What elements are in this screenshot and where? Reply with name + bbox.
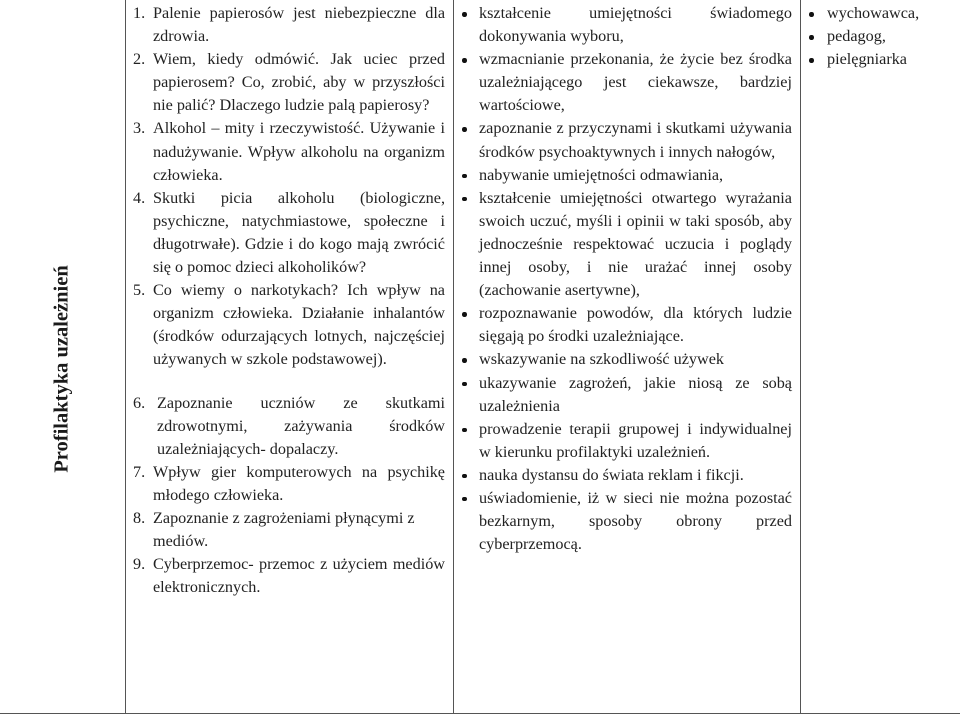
topic-text: Palenie papierosów jest niebezpieczne dla zdrowia. — [153, 2, 445, 48]
responsible-item: pielęgniarka — [806, 48, 956, 71]
topic-text: Zapoznanie z zagrożeniami płynącymi z mediów. — [153, 507, 445, 553]
topic-text: Wiem, kiedy odmówić. Jak uciec przed papierosem? Co, zrobić, aby w przyszłości nie palić? Dlaczego ludzie palą papierosy? — [153, 48, 445, 117]
topic-text: Skutki picia alkoholu (biologiczne, psychiczne, natychmiastowe, społeczne i długotrwałe). Gdzie i do kogo mają zwrócić się o pomoc dzieci alkoholików? — [153, 187, 445, 279]
topic-item — [133, 2, 445, 48]
topic-item — [133, 187, 445, 279]
responsible-item: pedagog, — [806, 25, 956, 48]
topic-number: 9. — [133, 553, 153, 599]
topic-number: 5. — [133, 279, 153, 371]
topic-number: 6. — [133, 392, 157, 461]
topic-item — [133, 461, 445, 507]
topic-number: 2. — [133, 48, 153, 117]
goal-item: uświadomienie, iż w sieci nie można pozostać bezkarnym, sposoby obrony przed cyberprzemocą. — [459, 487, 792, 556]
topic-item — [133, 392, 445, 461]
goal-item: kształcenie umiejętności świadomego dokonywania wyboru, — [459, 2, 792, 48]
goal-item: nauka dystansu do świata reklam i fikcji. — [459, 464, 792, 487]
topic-item — [133, 279, 445, 371]
topic-number: 1. — [133, 2, 153, 48]
responsible-list — [801, 0, 960, 71]
section-cell — [0, 0, 126, 714]
topic-item — [133, 117, 445, 186]
goal-item: zapoznanie z przyczynami i skutkami używania środków psychoaktywnych i innych nałogów, — [459, 117, 792, 163]
responsible-item: wychowawca, — [806, 2, 956, 25]
goals-cell — [454, 0, 801, 714]
topic-number: 3. — [133, 117, 153, 186]
topic-text: Zapoznanie uczniów ze skutkami zdrowotnymi, zażywania środków uzależniających- dopalaczy. — [157, 392, 445, 461]
topic-item — [133, 507, 445, 553]
goal-item: prowadzenie terapii grupowej i indywidualnej w kierunku profilaktyki uzależnień. — [459, 418, 792, 464]
goal-item: wskazywanie na szkodliwość używek — [459, 348, 792, 371]
topic-item — [133, 553, 445, 599]
goals-list — [454, 0, 800, 556]
section-label: Profilaktyka uzależnień — [51, 265, 74, 472]
topic-text: Cyberprzemoc- przemoc z użyciem mediów elektronicznych. — [153, 553, 445, 599]
topic-text: Co wiemy o narkotykach? Ich wpływ na organizm człowieka. Działanie inhalantów (środków odurzających lotnych, najczęściej używanych w szkole podstawowej). — [153, 279, 445, 371]
goal-item: rozpoznawanie powodów, dla których ludzie sięgają po środki uzależniające. — [459, 302, 792, 348]
goal-item: ukazywanie zagrożeń, jakie niosą ze sobą uzależnienia — [459, 372, 792, 418]
topic-number: 8. — [133, 507, 153, 553]
topic-text: Wpływ gier komputerowych na psychikę młodego człowieka. — [153, 461, 445, 507]
topics-cell — [126, 0, 454, 714]
topics-list — [126, 0, 453, 599]
goal-item: kształcenie umiejętności otwartego wyrażania swoich uczuć, myśli i opinii w taki sposób, aby jednocześnie respektować uczucia i poglądy innej osoby, i nie urażać innej osoby (zachowanie asertywne), — [459, 187, 792, 302]
responsible-cell — [801, 0, 960, 714]
goal-item: wzmacnianie przekonania, że życie bez środka uzależniającego jest ciekawsze, bardziej wartościowe, — [459, 48, 792, 117]
topic-text: Alkohol – mity i rzeczywistość. Używanie i nadużywanie. Wpływ alkoholu na organizm człowieka. — [153, 117, 445, 186]
topic-number: 7. — [133, 461, 153, 507]
topic-number: 4. — [133, 187, 153, 279]
topic-item — [133, 48, 445, 117]
goal-item: nabywanie umiejętności odmawiania, — [459, 164, 792, 187]
